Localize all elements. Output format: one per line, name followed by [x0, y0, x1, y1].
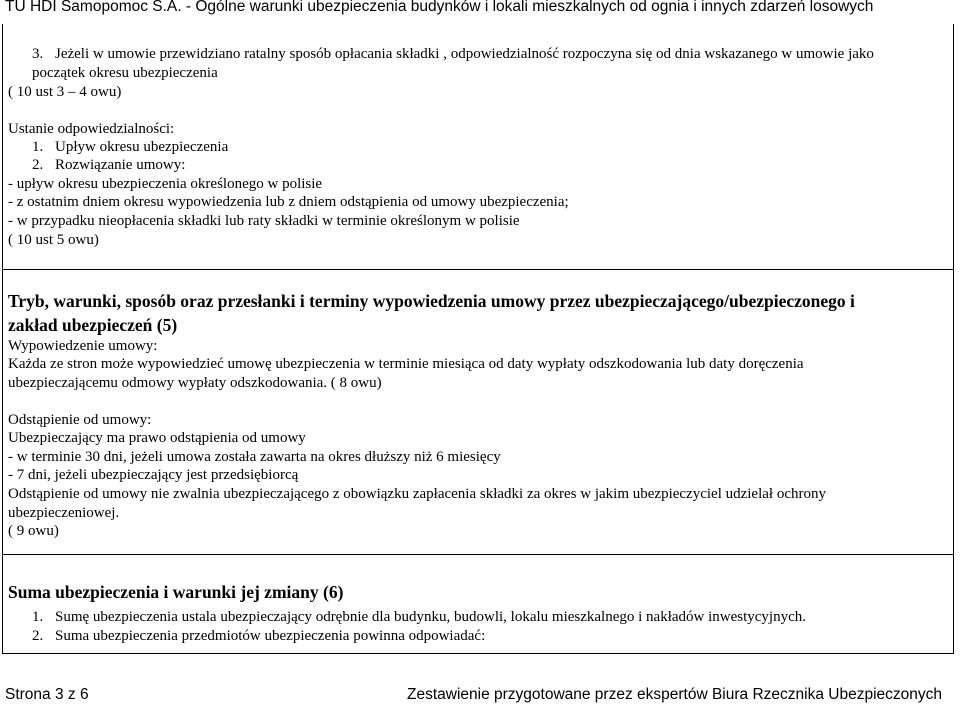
document-header: TU HDI Samopomoc S.A. - Ogólne warunki ubezpieczenia budynków i lokali mieszkalnych od ognia i innych zdarzeń losowych — [5, 0, 874, 15]
reference: ( 10 ust 3 – 4 owu) — [8, 84, 122, 100]
list-item: Sumę ubezpieczenia ustala ubezpieczający odrębnie dla budynku, budowli, lokalu mieszkalnego i nakładów inwestycyjnych. — [55, 609, 807, 625]
list-number: 3. — [32, 46, 44, 62]
subheading: Ustanie odpowiedzialności: — [8, 121, 175, 137]
reference: ( 10 ust 5 owu) — [8, 232, 99, 248]
paragraph-line: ubezpieczeniowej. — [8, 505, 120, 521]
subheading: Wypowiedzenie umowy: — [8, 338, 158, 354]
bullet-line: - w przypadku nieopłacenia składki lub raty składki w terminie określonym w polisie — [8, 213, 520, 229]
table-border-right — [953, 24, 954, 654]
bullet-line: - 7 dni, jeżeli ubezpieczający jest przedsiębiorcą — [8, 467, 299, 483]
table-divider — [2, 269, 954, 270]
table-divider — [2, 554, 954, 555]
bullet-line: - z ostatnim dniem okresu wypowiedzenia lub z dniem odstąpienia od umowy ubezpieczenia; — [8, 194, 569, 210]
paragraph-line: Ubezpieczający ma prawo odstąpienia od umowy — [8, 430, 306, 446]
paragraph-line: Każda ze stron może wypowiedzieć umowę ubezpieczenia w terminie miesiąca od daty wypłaty odszkodowania lub daty doręczenia — [8, 356, 804, 372]
table-border-bottom — [2, 653, 954, 654]
list-number: 1. — [32, 609, 44, 625]
list-number: 1. — [32, 139, 44, 155]
footer-note: Zestawienie przygotowane przez ekspertów Biura Rzecznika Ubezpieczonych — [406, 686, 942, 703]
section-heading: Tryb, warunki, sposób oraz przesłanki i terminy wypowiedzenia umowy przez ubezpieczającego/ubezpieczonego i — [8, 291, 855, 311]
list-number: 2. — [32, 628, 44, 644]
section-heading: zakład ubezpieczeń (5) — [8, 315, 178, 335]
subheading: Odstąpienie od umowy: — [8, 412, 152, 428]
bullet-line: - w terminie 30 dni, jeżeli umowa została zawarta na okres dłuższy niż 6 miesięcy — [8, 449, 501, 465]
reference: ( 9 owu) — [8, 523, 59, 539]
paragraph-line: początek okresu ubezpieczenia — [32, 65, 218, 81]
paragraph-line: Jeżeli w umowie przewidziano ratalny sposób opłacania składki , odpowiedzialność rozpoczyna się od dnia wskazanego w umowie jako — [55, 46, 874, 62]
page-number: Strona 3 z 6 — [5, 686, 89, 703]
list-number: 2. — [32, 157, 44, 173]
section-heading: Suma ubezpieczenia i warunki jej zmiany (6) — [8, 582, 344, 602]
paragraph-line: ubezpieczającemu odmowy wypłaty odszkodowania. ( 8 owu) — [8, 375, 382, 391]
paragraph-line: Odstąpienie od umowy nie zwalnia ubezpieczającego z obowiązku zapłacenia składki za okres w jakim ubezpieczyciel udzielał ochrony — [8, 486, 826, 502]
list-item: Upływ okresu ubezpieczenia — [55, 139, 229, 155]
list-item: Rozwiązanie umowy: — [55, 157, 186, 173]
bullet-line: - upływ okresu ubezpieczenia określonego w polisie — [8, 176, 323, 192]
table-border-left — [2, 24, 3, 654]
list-item: Suma ubezpieczenia przedmiotów ubezpieczenia powinna odpowiadać: — [55, 628, 486, 644]
